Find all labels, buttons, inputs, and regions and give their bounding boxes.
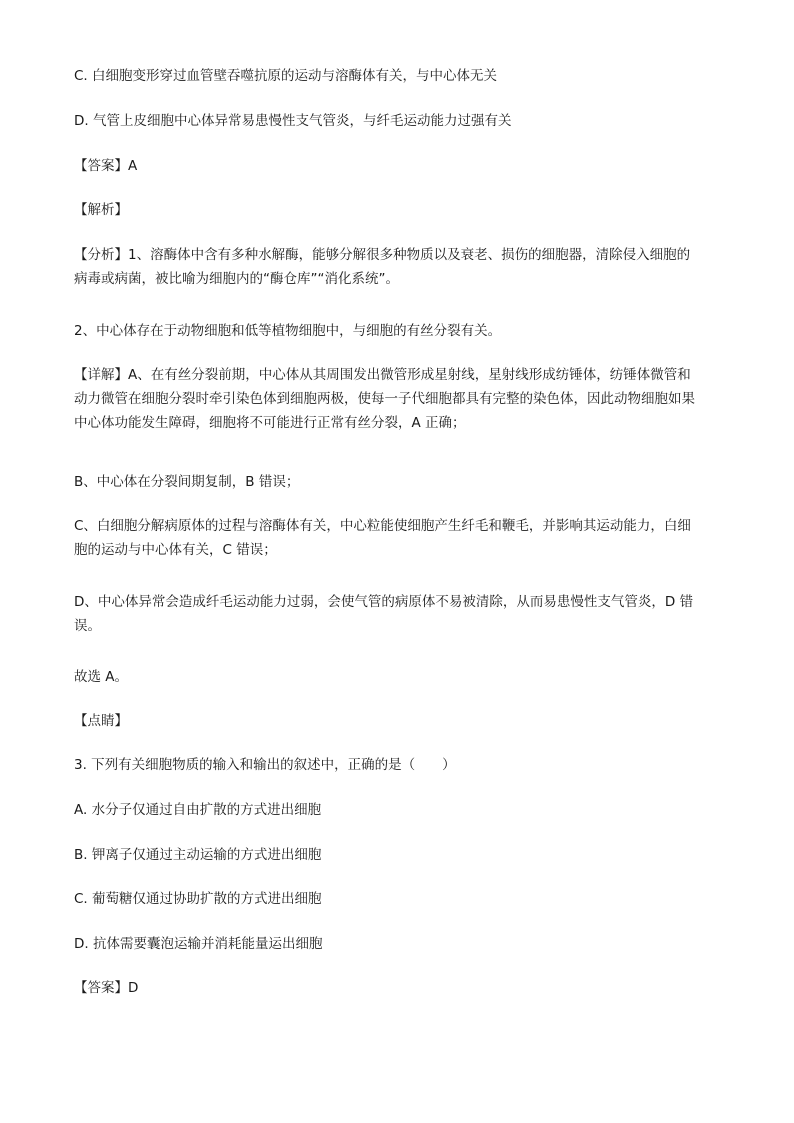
q2-conclusion: 故选 A。: [74, 669, 129, 685]
q3-option-c: C. 葡萄糖仅通过协助扩散的方式进出细胞: [74, 891, 322, 907]
q2-analysis-heading: 【解析】: [74, 202, 128, 218]
q2-explain-d-row-2: 误。: [74, 618, 101, 634]
q2-explain-d: [74, 590, 722, 638]
q2-fenxi-paragraph: [74, 243, 722, 291]
q2-explain-b: B、中心体在分裂间期复制，B 错误；: [74, 474, 300, 490]
q2-answer: 【答案】A: [74, 158, 138, 174]
q2-explain-c-row-2: 胞的运动与中心体有关，C 错误；: [74, 542, 277, 558]
q3-option-d: D. 抗体需要囊泡运输并消耗能量运出细胞: [74, 936, 323, 952]
q2-point-2: 2、中心体存在于动物细胞和低等植物细胞中，与细胞的有丝分裂有关。: [74, 323, 502, 339]
q2-option-d: D. 气管上皮细胞中心体异常易患慢性支气管炎，与纤毛运动能力过强有关: [74, 113, 512, 129]
q3-option-b: B. 钾离子仅通过主动运输的方式进出细胞: [74, 847, 322, 863]
q2-highlight-heading: 【点睛】: [74, 713, 128, 729]
q2-explain-c-row-1: C、白细胞分解病原体的过程与溶酶体有关，中心粒能使细胞产生纤毛和鞭毛，并影响其运动能力，白细: [74, 518, 691, 534]
q2-fenxi-row-1: 【分析】1、溶酶体中含有多种水解酶，能够分解很多种物质以及衰老、损伤的细胞器，清除侵入细胞的: [74, 247, 691, 263]
q2-option-c: C. 白细胞变形穿过血管壁吞噬抗原的运动与溶酶体有关，与中心体无关: [74, 68, 498, 84]
q2-xiangjie-row-2: 动力微管在细胞分裂时牵引染色体到细胞两极，使每一子代细胞都具有完整的染色体，因此动物细胞如果: [74, 391, 695, 407]
q2-explain-c: [74, 514, 722, 562]
q2-explain-d-row-1: D、中心体异常会造成纤毛运动能力过弱，会使气管的病原体不易被清除，从而易患慢性支气管炎，D 错: [74, 594, 694, 610]
q3-answer: 【答案】D: [74, 980, 139, 996]
q3-option-a: A. 水分子仅通过自由扩散的方式进出细胞: [74, 802, 322, 818]
q2-xiangjie-row-3: 中心体功能发生障碍，细胞将不可能进行正常有丝分裂，A 正确；: [74, 415, 466, 431]
q3-stem: 3. 下列有关细胞物质的输入和输出的叙述中，正确的是（ ）: [74, 757, 456, 773]
q2-fenxi-row-2: 病毒或病菌，被比喻为细胞内的“酶仓库”“消化系统”。: [74, 271, 399, 287]
q2-xiangjie-paragraph: [74, 363, 722, 435]
q2-xiangjie-row-1: 【详解】A、在有丝分裂前期，中心体从其周围发出微管形成星射线，星射线形成纺锤体，纺锤体微管和: [74, 367, 691, 383]
